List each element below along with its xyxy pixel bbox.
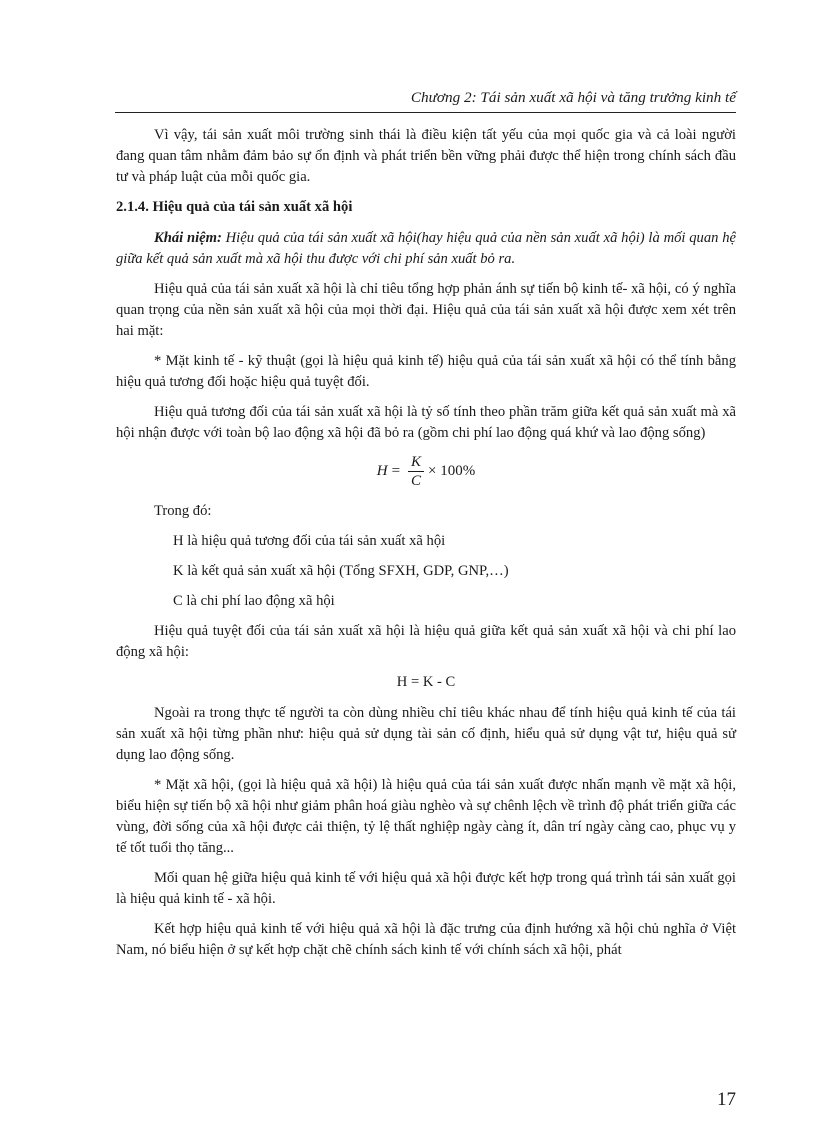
page-content <box>116 125 736 970</box>
paragraph-intro: Vì vậy, tái sản xuất môi trường sinh thái là điều kiện tất yếu của mọi quốc gia và cả loài người đang quan tâm nhằm đảm bảo sự ổn định và phát triển bền vững phải được thể hiện trong chính sách đầu tư và pháp luật của mỗi quốc gia. <box>116 127 736 185</box>
header-rule <box>115 112 736 113</box>
paragraph-other: Ngoài ra trong thực tế người ta còn dùng nhiều chỉ tiêu khác nhau để tính hiệu quả kinh tế của tái sản xuất xã hội từng phần như: hiệu quả sử dụng tài sản cố định, hiểu quả sử dụng vật tư, hiệu quả sử dụng lao động sống. <box>116 705 736 763</box>
definition-list <box>116 531 736 612</box>
definition-item: C là chi phí lao động xã hội <box>173 593 335 609</box>
formula-rhs: × 100% <box>428 463 476 479</box>
chapter-header: Chương 2: Tái sản xuất xã hội và tăng trưởng kinh tế <box>410 89 736 106</box>
paragraph-efficiency: Hiệu quả của tái sản xuất xã hội là chỉ tiêu tổng hợp phản ánh sự tiến bộ kinh tế- xã hội, có ý nghĩa quan trọng của nền sản xuất xã hội của mọi thời đại. Hiệu quả của tái sản xuất xã hội được xem xét trên hai mặt: <box>116 281 736 339</box>
paragraph-economic: * Mặt kinh tế - kỹ thuật (gọi là hiệu quả kinh tế) hiệu quả của tái sản xuất xã hội có thể tính bằng hiệu quả tương đối hoặc hiệu quả tuyệt đối. <box>116 353 736 390</box>
paragraph-absolute: Hiệu quả tuyệt đối của tái sản xuất xã hội là hiệu quả giữa kết quả sản xuất xã hội và chi phí lao động xã hội: <box>116 623 736 660</box>
paragraph-social: * Mặt xã hội, (gọi là hiệu quả xã hội) là hiệu quả của tái sản xuất được nhấn mạnh về mặt xã hội, biểu hiện sự tiến bộ xã hội như giảm phân hoá giàu nghèo và sự chênh lệch về trình độ phát triển giữa các vùng, đời sống của xã hội được cải thiện, tỷ lệ thất nghiệp ngày càng ít, dân trí ngày càng cao, phục vụ y tế tốt tuổi thọ tăng... <box>116 777 736 856</box>
formula-fraction <box>408 453 424 490</box>
formula-denominator: C <box>411 473 422 489</box>
formula-relative <box>116 453 736 490</box>
page-number: 17 <box>717 1089 736 1110</box>
paragraph-combine: Kết hợp hiệu quả kinh tế với hiệu quả xã hội là đặc trưng của định hướng xã hội chủ nghĩa ở Việt Nam, nó biểu hiện ở sự kết hợp chặt chẽ chính sách kinh tế với chính sách xã hội, phát <box>116 921 736 958</box>
paragraph-relative: Hiệu quả tương đối của tái sản xuất xã hội là tỷ số tính theo phần trăm giữa kết quả sản xuất mà xã hội nhận được với toàn bộ lao động xã hội đã bỏ ra (gồm chi phí lao động quá khứ và lao động sống) <box>116 404 736 441</box>
definition-item: K là kết quả sản xuất xã hội (Tổng SFXH, GDP, GNP,…) <box>173 563 509 579</box>
concept-lead: Khái niệm: <box>154 230 222 246</box>
section-heading: 2.1.4. Hiệu quả của tái sản xuất xã hội <box>116 199 353 215</box>
definition-item: H là hiệu quả tương đối của tái sản xuất xã hội <box>173 533 446 549</box>
where-label: Trong đó: <box>154 503 212 519</box>
paragraph-concept <box>116 228 736 270</box>
formula-absolute: H = K - C <box>396 674 456 690</box>
formula-lhs: H <box>376 463 388 479</box>
concept-text: Hiệu quả của tái sản xuất xã hội(hay hiệu quả của nền sản xuất xã hội) là mối quan hệ giữa kết quả sản xuất mà xã hội thu được với chi phí sản xuất bỏ ra. <box>116 230 736 267</box>
formula-equals: = <box>391 463 401 479</box>
paragraph-relation: Mối quan hệ giữa hiệu quả kinh tế với hiệu quả xã hội được kết hợp trong quá trình tái sản xuất gọi là hiệu quả kinh tế - xã hội. <box>116 870 736 907</box>
formula-numerator: K <box>408 453 424 472</box>
